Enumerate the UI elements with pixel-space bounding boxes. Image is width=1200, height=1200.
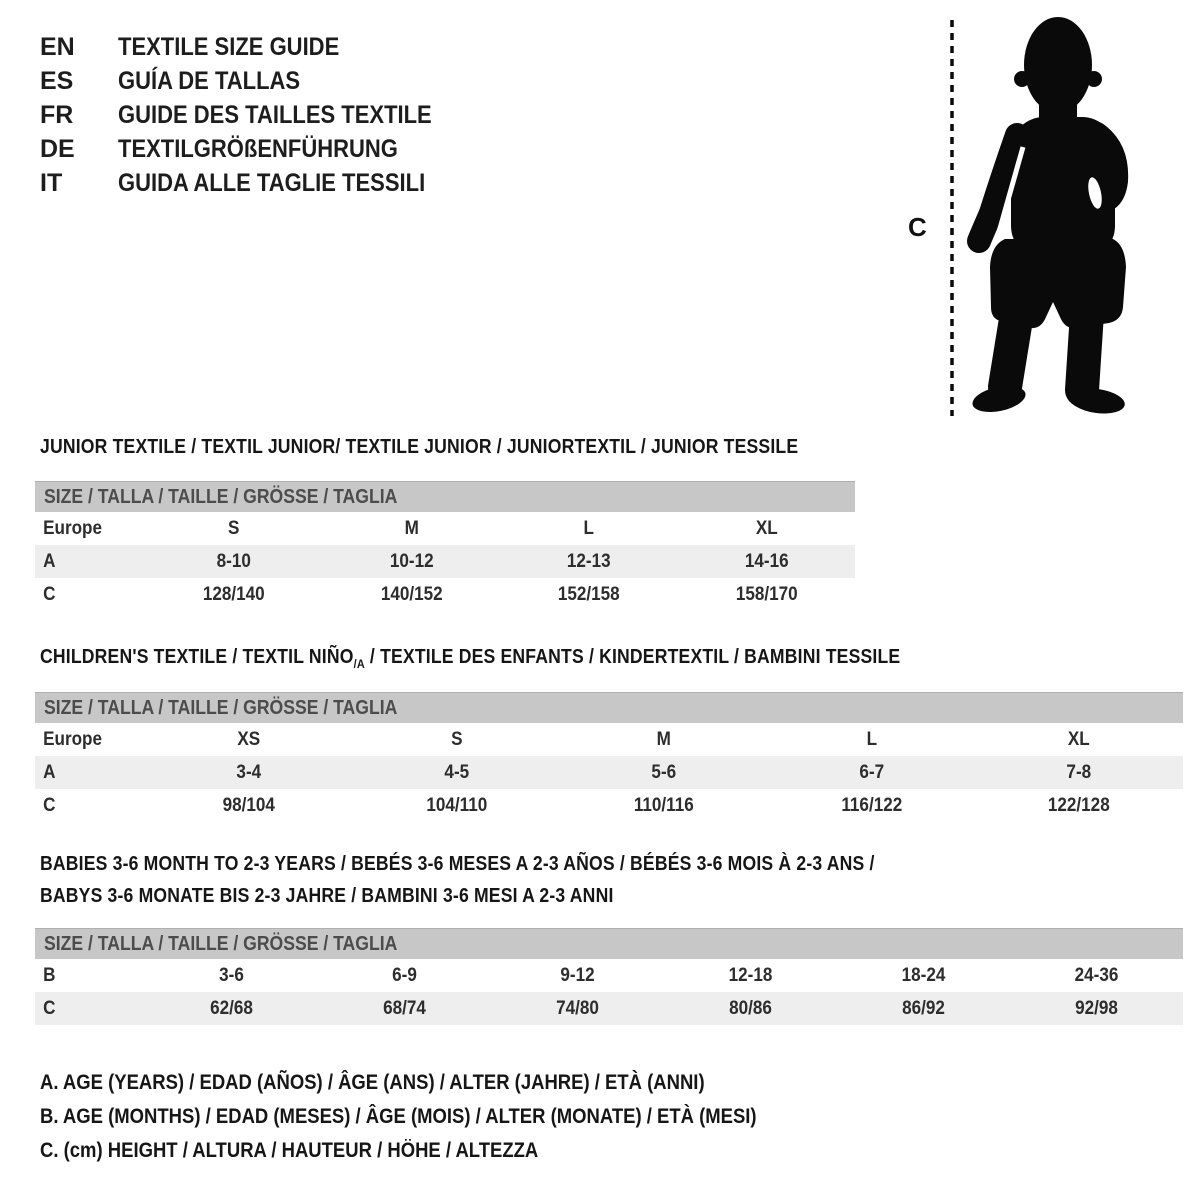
row-label: C xyxy=(43,795,56,816)
table-cell: 128/140 xyxy=(202,584,265,605)
junior-row-c xyxy=(35,578,855,611)
table-cell: 5-6 xyxy=(651,762,677,783)
babies-row-c xyxy=(35,992,1183,1025)
language-title-list xyxy=(40,30,475,200)
children-row-a xyxy=(35,756,1183,789)
table-cell: 3-6 xyxy=(219,965,244,986)
table-cell: 10-12 xyxy=(389,551,434,572)
row-label: B xyxy=(43,965,56,986)
baby-figure xyxy=(895,12,1195,424)
table-cell: 98/104 xyxy=(222,795,275,816)
lang-row-en xyxy=(40,30,475,64)
table-cell: 158/170 xyxy=(735,584,798,605)
size-col: S xyxy=(450,729,463,750)
table-cell: 18-24 xyxy=(901,965,946,986)
lang-row-es xyxy=(40,64,475,98)
size-col: XL xyxy=(1068,729,1091,750)
height-measure-label: C xyxy=(908,212,927,242)
size-bar-label: SIZE / TALLA / TAILLE / GRÖSSE / TAGLIA xyxy=(44,486,398,508)
table-cell: 6-7 xyxy=(859,762,884,783)
table-cell: 80/86 xyxy=(729,998,772,1019)
legend-line-b: B. AGE (MONTHS) / EDAD (MESES) / ÂGE (MOIS) / ALTER (MONATE) / ETÀ (MESI) xyxy=(40,1105,757,1128)
table-cell: 14-16 xyxy=(744,551,789,572)
babies-size-bar xyxy=(35,928,1183,959)
junior-section-heading: JUNIOR TEXTILE / TEXTIL JUNIOR/ TEXTILE JUNIOR / JUNIORTEXTIL / JUNIOR TESSILE xyxy=(40,436,799,458)
table-cell: 6-9 xyxy=(392,965,417,986)
size-col: S xyxy=(228,518,240,539)
children-header-row xyxy=(35,723,1183,756)
table-cell: 122/128 xyxy=(1048,795,1111,816)
table-cell: 104/110 xyxy=(425,795,487,816)
lang-code: EN xyxy=(40,33,75,61)
children-row-c xyxy=(35,789,1183,822)
lang-title: TEXTILGRÖßENFÜHRUNG xyxy=(118,135,398,163)
table-cell: 152/158 xyxy=(557,584,620,605)
region-label: Europe xyxy=(43,729,103,750)
lang-code: IT xyxy=(40,169,63,197)
table-cell: 7-8 xyxy=(1066,762,1092,783)
lang-title: GUÍA DE TALLAS xyxy=(118,67,301,95)
babies-heading-line1: BABIES 3-6 MONTH TO 2-3 YEARS / BEBÉS 3-6 MESES A 2-3 AÑOS / BÉBÉS 3-6 MOIS À 2-3 ANS / xyxy=(40,853,875,875)
lang-title: GUIDE DES TAILLES TEXTILE xyxy=(118,101,432,129)
table-cell: 116/122 xyxy=(841,795,903,816)
junior-header-row xyxy=(35,512,855,545)
size-col: M xyxy=(404,518,419,539)
table-cell: 12-13 xyxy=(566,551,611,572)
row-label: A xyxy=(43,762,56,783)
table-cell: 68/74 xyxy=(383,998,426,1019)
lang-code: DE xyxy=(40,135,75,163)
measurement-legend xyxy=(40,1066,854,1168)
row-label: C xyxy=(43,998,56,1019)
legend-line-a: A. AGE (YEARS) / EDAD (AÑOS) / ÂGE (ANS) / ALTER (JAHRE) / ETÀ (ANNI) xyxy=(40,1071,705,1094)
table-cell: 9-12 xyxy=(560,965,595,986)
children-heading-pre: CHILDREN'S TEXTILE / TEXTIL NIÑO xyxy=(40,646,354,668)
children-section-heading xyxy=(40,646,900,671)
table-cell: 62/68 xyxy=(210,998,253,1019)
table-cell: 12-18 xyxy=(728,965,773,986)
lang-code: ES xyxy=(40,67,74,95)
size-col: XL xyxy=(755,518,778,539)
babies-heading-line2: BABYS 3-6 MONATE BIS 2-3 JAHRE / BAMBINI 3-6 MESI A 2-3 ANNI xyxy=(40,885,614,907)
lang-row-it xyxy=(40,166,475,200)
babies-section-heading xyxy=(40,848,988,912)
children-size-bar xyxy=(35,692,1183,723)
children-table xyxy=(35,692,1183,822)
lang-row-de xyxy=(40,132,475,166)
baby-silhouette-icon xyxy=(895,12,1195,424)
children-heading-sub: /A xyxy=(353,657,365,671)
table-cell: 92/98 xyxy=(1075,998,1118,1019)
babies-table xyxy=(35,928,1183,1025)
junior-size-bar xyxy=(35,481,855,512)
table-cell: 8-10 xyxy=(216,551,251,572)
children-heading-post: / TEXTILE DES ENFANTS / KINDERTEXTIL / BAMBINI TESSILE xyxy=(364,646,901,668)
size-col: L xyxy=(583,518,594,539)
lang-row-fr xyxy=(40,98,475,132)
row-label: A xyxy=(43,551,56,572)
table-cell: 86/92 xyxy=(902,998,945,1019)
table-cell: 74/80 xyxy=(556,998,599,1019)
lang-title: GUIDA ALLE TAGLIE TESSILI xyxy=(118,169,426,197)
size-bar-label: SIZE / TALLA / TAILLE / GRÖSSE / TAGLIA xyxy=(44,933,398,955)
size-col: XS xyxy=(237,729,261,750)
size-col: M xyxy=(656,729,672,750)
lang-code: FR xyxy=(40,101,74,129)
table-cell: 4-5 xyxy=(444,762,469,783)
table-cell: 140/152 xyxy=(380,584,443,605)
table-cell: 110/116 xyxy=(634,795,694,816)
table-cell: 24-36 xyxy=(1074,965,1119,986)
size-col: L xyxy=(866,729,877,750)
babies-row-b xyxy=(35,959,1183,992)
junior-row-a xyxy=(35,545,855,578)
junior-table xyxy=(35,481,855,611)
size-bar-label: SIZE / TALLA / TAILLE / GRÖSSE / TAGLIA xyxy=(44,697,398,719)
legend-line-c: C. (cm) HEIGHT / ALTURA / HAUTEUR / HÖHE / ALTEZZA xyxy=(40,1139,539,1162)
row-label: C xyxy=(43,584,56,605)
lang-title: TEXTILE SIZE GUIDE xyxy=(118,33,340,61)
region-label: Europe xyxy=(43,518,103,539)
table-cell: 3-4 xyxy=(236,762,262,783)
